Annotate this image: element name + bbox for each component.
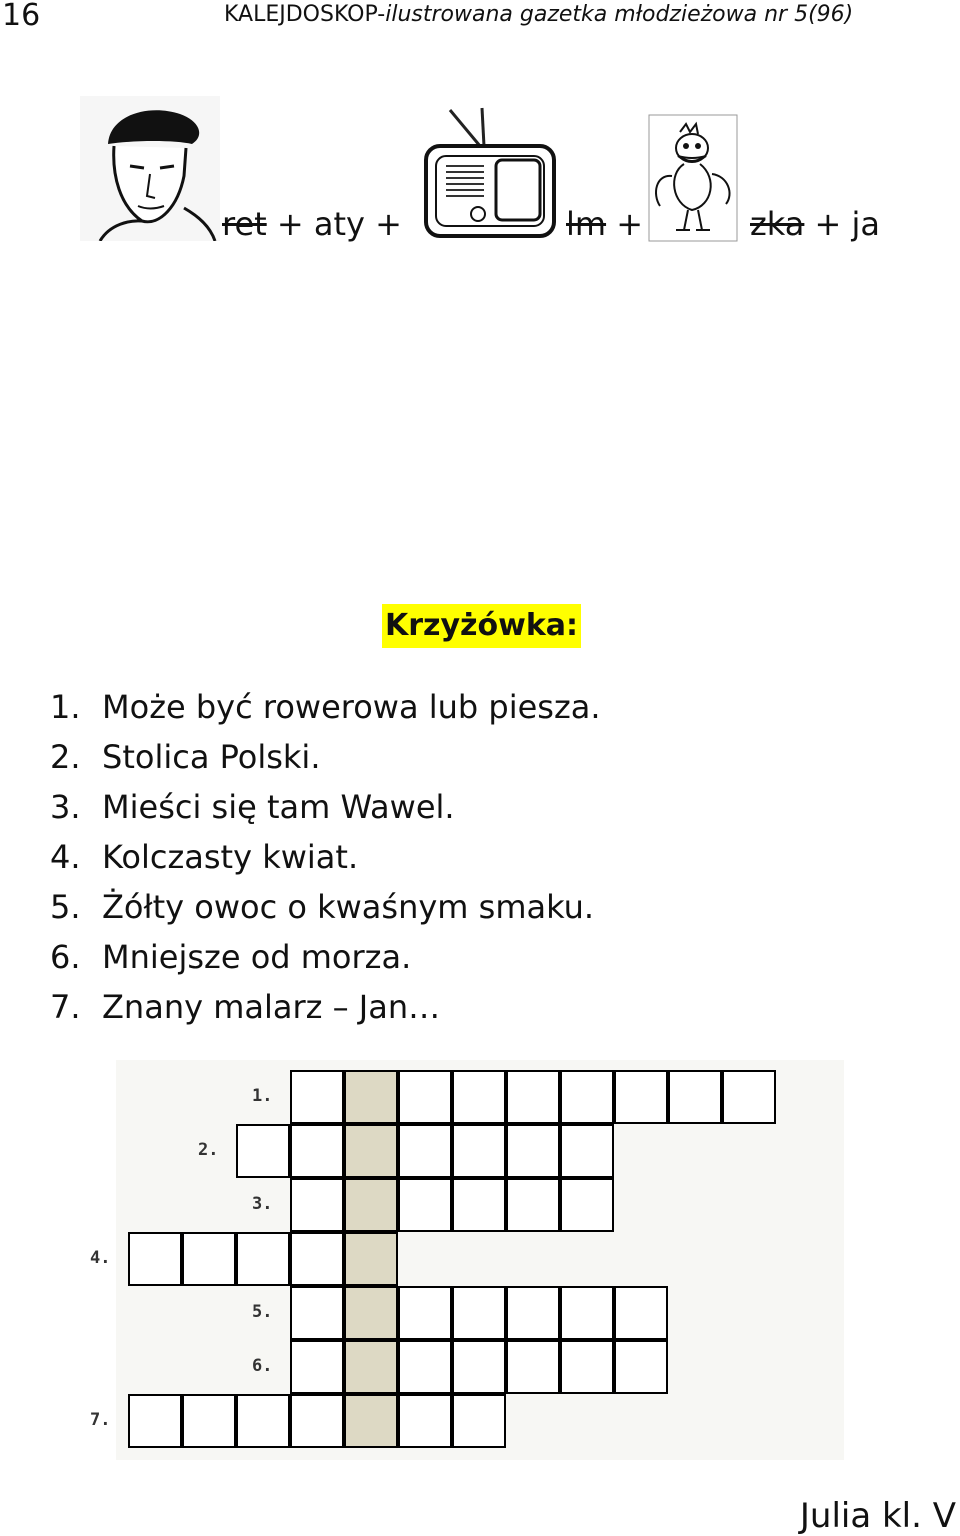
row-label: 6. xyxy=(252,1356,273,1376)
crossword-cell[interactable] xyxy=(290,1124,344,1178)
clue-number: 3. xyxy=(50,788,81,826)
crossword-cell[interactable] xyxy=(128,1232,182,1286)
clue-text: Kolczasty kwiat. xyxy=(102,838,359,876)
clue-item xyxy=(50,982,601,1032)
page-header xyxy=(224,2,853,27)
crossword-cell[interactable] xyxy=(560,1070,614,1124)
crossword-cell[interactable] xyxy=(452,1286,506,1340)
key-cell[interactable] xyxy=(344,1340,398,1394)
row-label: 5. xyxy=(252,1302,273,1322)
crossword-cell[interactable] xyxy=(668,1070,722,1124)
clue-number: 4. xyxy=(50,838,81,876)
crossword-cell[interactable] xyxy=(452,1070,506,1124)
clue-number: 1. xyxy=(50,688,81,726)
clue-text: Znany malarz – Jan… xyxy=(102,988,441,1026)
crossword-cell[interactable] xyxy=(452,1394,506,1448)
key-cell[interactable] xyxy=(344,1286,398,1340)
clue-text: Mniejsze od morza. xyxy=(102,938,412,976)
crossword-cell[interactable] xyxy=(614,1340,668,1394)
rebus-strike-ret: ret xyxy=(222,205,267,243)
rebus-text-3 xyxy=(750,205,880,243)
row-label: 3. xyxy=(252,1194,273,1214)
key-cell[interactable] xyxy=(344,1232,398,1286)
publication-name: KALEJDOSKOP- xyxy=(224,2,386,27)
clue-item xyxy=(50,682,601,732)
crossword-cell[interactable] xyxy=(290,1070,344,1124)
crossword-cell[interactable] xyxy=(290,1232,344,1286)
television-icon xyxy=(420,106,558,242)
row-label: 7. xyxy=(90,1410,111,1430)
crossword-cell[interactable] xyxy=(560,1340,614,1394)
rebus-strike-lm: lm xyxy=(566,205,607,243)
crossword-cell[interactable] xyxy=(290,1286,344,1340)
crossword-cell[interactable] xyxy=(398,1286,452,1340)
key-cell[interactable] xyxy=(344,1070,398,1124)
row-label: 1. xyxy=(252,1086,273,1106)
crossword-cell[interactable] xyxy=(722,1070,776,1124)
row-label: 2. xyxy=(198,1140,219,1160)
clue-number: 5. xyxy=(50,888,81,926)
crossword-cell[interactable] xyxy=(506,1178,560,1232)
crossword-cell[interactable] xyxy=(182,1232,236,1286)
crossword-cell[interactable] xyxy=(560,1286,614,1340)
crossword-cell[interactable] xyxy=(452,1124,506,1178)
goose-icon xyxy=(648,114,738,242)
crossword-cell[interactable] xyxy=(506,1124,560,1178)
clue-list xyxy=(50,682,601,1032)
clue-item xyxy=(50,732,601,782)
crossword-cell[interactable] xyxy=(452,1340,506,1394)
crossword-cell[interactable] xyxy=(236,1232,290,1286)
crossword-cell[interactable] xyxy=(506,1070,560,1124)
rebus-strike-zka: zka xyxy=(750,205,805,243)
clue-number: 6. xyxy=(50,938,81,976)
clue-text: Stolica Polski. xyxy=(102,738,321,776)
crossword-cell[interactable] xyxy=(236,1124,290,1178)
key-cell[interactable] xyxy=(344,1394,398,1448)
clue-number: 2. xyxy=(50,738,81,776)
clue-item xyxy=(50,882,601,932)
crossword-title: Krzyżówka: xyxy=(382,604,581,648)
key-cell[interactable] xyxy=(344,1178,398,1232)
crossword-cell[interactable] xyxy=(290,1178,344,1232)
clue-item xyxy=(50,832,601,882)
author-signature: Julia kl. V xyxy=(799,1496,956,1536)
crossword-cell[interactable] xyxy=(614,1070,668,1124)
row-label: 4. xyxy=(90,1248,111,1268)
crossword-cell[interactable] xyxy=(398,1070,452,1124)
clue-item xyxy=(50,782,601,832)
rebus-plus: + xyxy=(616,205,644,243)
clue-text: Może być rowerowa lub piesza. xyxy=(102,688,601,726)
crossword-cell[interactable] xyxy=(398,1124,452,1178)
crossword-cell[interactable] xyxy=(506,1340,560,1394)
crossword-cell[interactable] xyxy=(236,1394,290,1448)
page-number: 16 xyxy=(2,0,41,33)
crossword-cell[interactable] xyxy=(128,1394,182,1448)
clue-text: Żółty owoc o kwaśnym smaku. xyxy=(102,888,595,926)
crossword-cell[interactable] xyxy=(398,1394,452,1448)
rebus-text-1 xyxy=(222,205,402,243)
clue-number: 7. xyxy=(50,988,81,1026)
crossword-cell[interactable] xyxy=(290,1394,344,1448)
rebus-plus-aty: + aty + xyxy=(276,205,402,243)
crossword-cell[interactable] xyxy=(398,1340,452,1394)
crossword-grid xyxy=(90,1060,844,1460)
crossword-cell[interactable] xyxy=(506,1286,560,1340)
crossword-cell[interactable] xyxy=(560,1178,614,1232)
crossword-cell[interactable] xyxy=(614,1286,668,1340)
crossword-cell[interactable] xyxy=(398,1178,452,1232)
crossword-cell[interactable] xyxy=(182,1394,236,1448)
rebus-plus-ja: + ja xyxy=(814,205,881,243)
crossword-cell[interactable] xyxy=(560,1124,614,1178)
clue-item xyxy=(50,932,601,982)
crossword-cell[interactable] xyxy=(290,1340,344,1394)
clue-text: Mieści się tam Wawel. xyxy=(102,788,455,826)
beret-man-icon xyxy=(80,96,220,241)
crossword-cell[interactable] xyxy=(452,1178,506,1232)
publication-subtitle: ilustrowana gazetka młodzieżowa nr 5(96) xyxy=(385,2,854,27)
rebus-text-2 xyxy=(566,205,643,243)
key-cell[interactable] xyxy=(344,1124,398,1178)
